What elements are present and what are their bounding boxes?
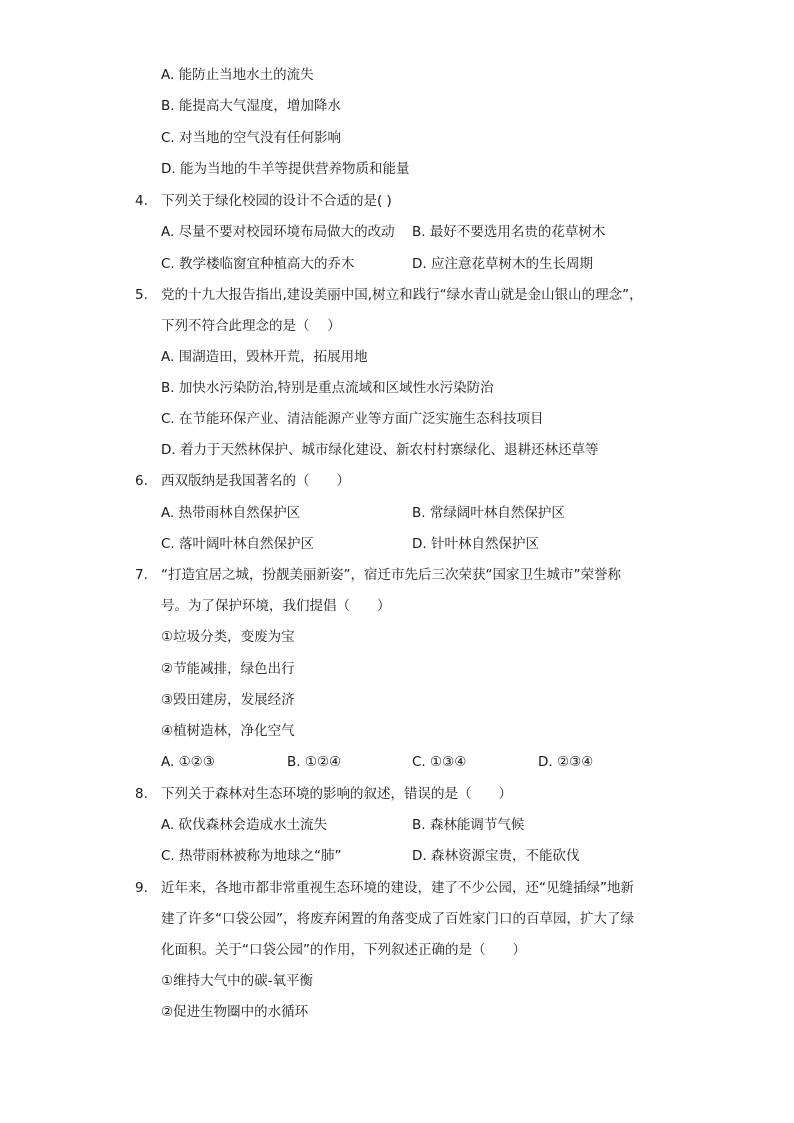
q6-number: 6. (135, 473, 148, 489)
q7-item-1: ①垃圾分类，变废为宝 (161, 629, 295, 645)
q6-stem: 西双版纳是我国著名的（ ） (161, 473, 350, 489)
q6-option-d: D. 针叶林自然保护区 (412, 536, 539, 552)
q8-option-b: B. 森林能调节气候 (412, 817, 525, 833)
q9-item-2: ②促进生物圈中的水循环 (161, 1004, 309, 1020)
q5-option-d: D. 着力于天然林保护、城市绿化建设、新农村村寨绿化、退耕还林还草等 (161, 442, 599, 458)
q8-stem: 下列关于森林对生态环境的影响的叙述，错误的是（ ） (161, 786, 512, 802)
prev-option-a: A. 能防止当地水土的流失 (161, 67, 314, 83)
q6-option-a: A. 热带雨林自然保护区 (161, 505, 301, 521)
q4-option-a: A. 尽量不要对校园环境布局做大的改动 (161, 224, 395, 240)
q7-stem-line1: “打造宜居之城，扮靓美丽新姿”，宿迁市先后三次荣获“国家卫生城市”荣誉称 (161, 567, 621, 583)
q4-number: 4. (135, 193, 148, 209)
q9-stem-line1: 近年来，各地市都非常重视生态环境的建设，建了不少公园，还“见缝插绿”地新 (161, 880, 634, 896)
q4-stem: 下列关于绿化校园的设计不合适的是( ) (161, 193, 392, 209)
q7-item-4: ④植树造林，净化空气 (161, 723, 295, 739)
q7-item-3: ③毁田建房，发展经济 (161, 692, 295, 708)
q5-option-b: B. 加快水污染防治,特别是重点流域和区域性水污染防治 (161, 380, 494, 396)
q6-option-c: C. 落叶阔叶林自然保护区 (161, 536, 315, 552)
q4-option-c: C. 教学楼临窗宜种植高大的乔木 (161, 256, 355, 272)
q7-option-a: A. ①②③ (161, 754, 215, 770)
q5-option-a: A. 围湖造田，毁林开荒，拓展用地 (161, 349, 368, 365)
q7-option-c: C. ①③④ (412, 754, 467, 770)
q5-number: 5. (135, 287, 148, 303)
q7-stem-line2: 号。为了保护环境，我们提倡（ ） (161, 598, 391, 614)
q9-number: 9. (135, 880, 148, 896)
q8-option-a: A. 砍伐森林会造成水土流失 (161, 817, 328, 833)
q5-stem-line2: 下列不符合此理念的是（ ） (161, 318, 341, 334)
prev-option-b: B. 能提高大气湿度，增加降水 (161, 98, 341, 114)
q5-stem-line1: 党的十九大报告指出,建设美丽中国,树立和践行“绿水青山就是金山银山的理念”， (161, 287, 643, 303)
q4-option-b: B. 最好不要选用名贵的花草树木 (412, 224, 606, 240)
q7-option-b: B. ①②④ (287, 754, 342, 770)
prev-option-c: C. 对当地的空气没有任何影响 (161, 130, 342, 146)
q6-option-b: B. 常绿阔叶林自然保护区 (412, 505, 565, 521)
prev-option-d: D. 能为当地的牛羊等提供营养物质和能量 (161, 161, 410, 177)
q8-option-d: D. 森林资源宝贵，不能砍伐 (412, 848, 580, 864)
q8-option-c: C. 热带雨林被称为地球之“肺” (161, 848, 342, 864)
q9-stem-line2: 建了许多“口袋公园”，将废弃闲置的角落变成了百姓家门口的百草园，扩大了绿 (161, 911, 634, 927)
q9-item-1: ①维持大气中的碳-氧平衡 (161, 973, 313, 989)
q9-stem-line3: 化面积。关于“口袋公园”的作用，下列叙述正确的是（ ） (161, 942, 526, 958)
q8-number: 8. (135, 786, 148, 802)
q5-option-c: C. 在节能环保产业、清洁能源产业等方面广泛实施生态科技项目 (161, 411, 544, 427)
q7-item-2: ②节能减排，绿色出行 (161, 661, 295, 677)
q7-number: 7. (135, 567, 148, 583)
q7-option-d: D. ②③④ (538, 754, 594, 770)
q4-option-d: D. 应注意花草树木的生长周期 (412, 256, 593, 272)
